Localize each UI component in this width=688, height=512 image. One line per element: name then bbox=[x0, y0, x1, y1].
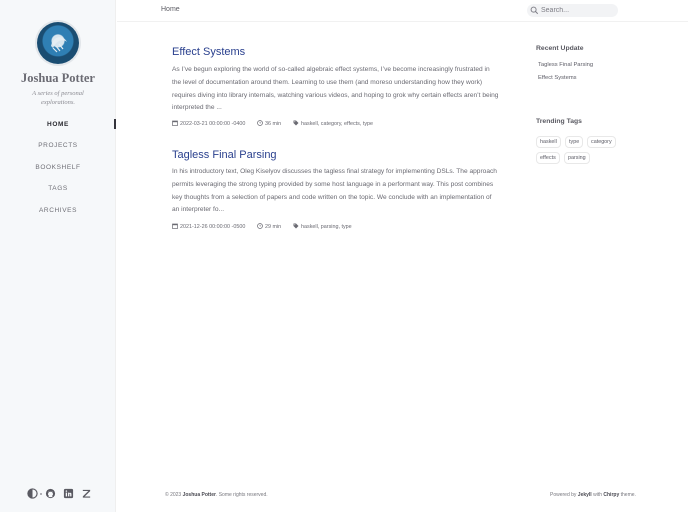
avatar-image bbox=[37, 22, 79, 64]
tag-chip[interactable]: category bbox=[587, 136, 616, 148]
post-tags bbox=[293, 223, 352, 230]
tag-chip[interactable]: effects bbox=[536, 152, 560, 164]
footer-copyright bbox=[165, 492, 268, 498]
footer-author-link[interactable]: Joshua Potter bbox=[182, 492, 216, 498]
post-card[interactable] bbox=[172, 46, 500, 127]
search-icon bbox=[530, 6, 539, 15]
post-tags-text: haskell, parsing, type bbox=[301, 224, 352, 230]
footer-powered-prefix: Powered by bbox=[550, 492, 577, 498]
footer-rights: . Some rights reserved. bbox=[215, 492, 268, 498]
search-box[interactable] bbox=[527, 4, 618, 17]
footer-with: with bbox=[593, 492, 602, 498]
post-read-time-text: 36 min bbox=[265, 121, 282, 127]
search-input[interactable] bbox=[541, 5, 615, 16]
tag-chip[interactable]: type bbox=[565, 136, 583, 148]
tag-chip[interactable]: haskell bbox=[536, 136, 561, 148]
tag-icon bbox=[293, 223, 299, 229]
recent-update-link[interactable]: Tagless Final Parsing bbox=[538, 62, 594, 68]
footer-jekyll-link[interactable]: Jekyll bbox=[577, 492, 592, 498]
separator-dot bbox=[40, 493, 42, 495]
recent-update-link[interactable]: Effect Systems bbox=[538, 75, 577, 81]
calendar-icon bbox=[172, 223, 178, 229]
theme-toggle-icon[interactable] bbox=[27, 488, 38, 499]
post-date-text: 2022-03-21 00:00:00 -0400 bbox=[180, 121, 246, 127]
zotero-icon[interactable] bbox=[81, 488, 92, 499]
post-tags-text: haskell, category, effects, type bbox=[301, 121, 374, 127]
sidebar bbox=[0, 0, 116, 512]
footer-powered-by bbox=[550, 492, 636, 498]
trending-tags-heading: Trending Tags bbox=[536, 118, 582, 125]
nav-tags[interactable]: TAGS bbox=[48, 185, 68, 192]
post-excerpt: In his introductory text, Oleg Kiselyov discusses the tagless final strategy for implementing DSLs. The approach permits leveraging the strong typing provided by some host language in a performant way. This post combines key thoughts from a selection of papers and code written on the topic. We conclude with an implementation of an interpreter fo... bbox=[172, 168, 497, 214]
sidebar-bottom-links bbox=[26, 488, 96, 500]
footer-chirpy-link[interactable]: Chirpy bbox=[603, 492, 620, 498]
tag-chip[interactable]: parsing bbox=[564, 152, 590, 164]
nav-home[interactable]: HOME bbox=[47, 121, 69, 128]
footer-copyright-prefix: © 2023 bbox=[165, 492, 182, 498]
nav-projects[interactable]: PROJECTS bbox=[38, 142, 78, 149]
nav-archives[interactable]: ARCHIVES bbox=[38, 207, 78, 214]
post-excerpt: As I’ve begun exploring the world of so-called algebraic effect systems, I’ve become increasingly frustrated in the level of documentation around them. Learning to use them (and moreso understanding how they work) requires diving into library internals, watching various videos, and hoping to grok why certain effects aren’t being interpreted the ... bbox=[172, 66, 499, 112]
recent-update-heading: Recent Update bbox=[536, 45, 584, 52]
nav-bookshelf[interactable]: BOOKSHELF bbox=[35, 164, 81, 171]
breadcrumb[interactable]: Home bbox=[161, 6, 180, 13]
tag-icon bbox=[293, 120, 299, 126]
post-tags bbox=[293, 120, 373, 127]
post-date-text: 2021-12-26 00:00:00 -0500 bbox=[180, 224, 246, 230]
post-read-time-text: 29 min bbox=[265, 224, 282, 230]
post-read-time bbox=[257, 120, 281, 127]
github-icon[interactable] bbox=[45, 488, 56, 499]
clock-icon bbox=[257, 223, 263, 229]
post-title[interactable]: Effect Systems bbox=[172, 46, 246, 58]
post-read-time bbox=[257, 223, 281, 230]
linkedin-icon[interactable] bbox=[63, 488, 74, 499]
footer-theme: theme. bbox=[620, 492, 636, 498]
site-title[interactable]: Joshua Potter bbox=[21, 71, 95, 85]
calendar-icon bbox=[172, 120, 178, 126]
post-date bbox=[172, 120, 245, 127]
post-title[interactable]: Tagless Final Parsing bbox=[172, 149, 277, 161]
site-subtitle: A series of personal explorations. bbox=[32, 90, 84, 106]
clock-icon bbox=[257, 120, 263, 126]
post-card[interactable] bbox=[172, 149, 500, 230]
post-date bbox=[172, 223, 245, 230]
nav-active-indicator bbox=[114, 119, 116, 129]
topbar bbox=[117, 0, 688, 22]
avatar[interactable] bbox=[37, 22, 79, 64]
